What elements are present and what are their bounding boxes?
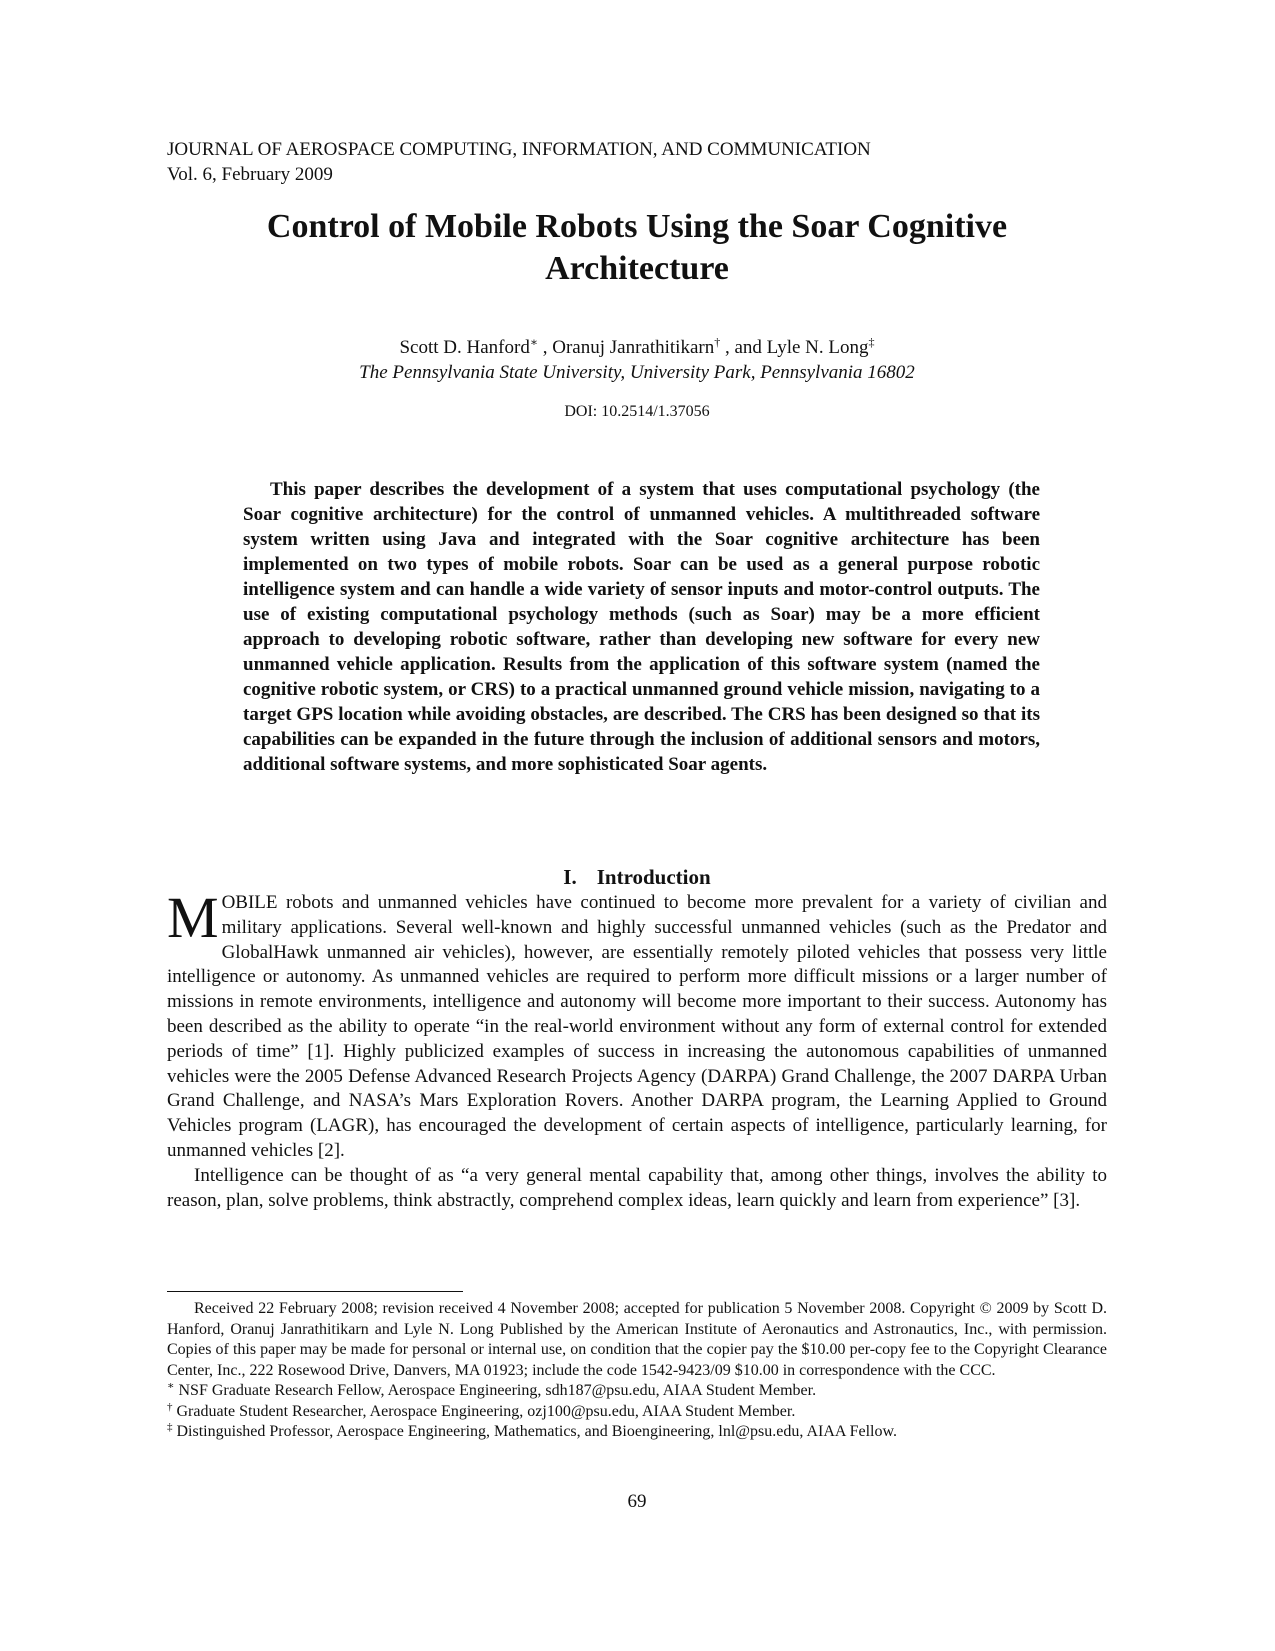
footnote-text: Graduate Student Researcher, Aerospace Engineering, ozj100@psu.edu, AIAA Student Member.: [172, 1402, 796, 1420]
paragraph-text: OBILE robots and unmanned vehicles have continued to become more prevalent for a variety of civilian and military applications. Several well-known and highly successful unmanned vehicles (such as the Predator and GlobalHawk unmanned air vehicles), however, are essentially remotely piloted vehicles that possess very little intelligence or autonomy. As unmanned vehicles are required to perform more difficult missions or a larger number of missions in remote environments, intelligence and autonomy will become more important to their success. Autonomy has been described as the ability to operate “in the real-world environment without any form of external control for extended periods of time” [1]. Highly publicized examples of success in increasing the autonomous capabilities of unmanned vehicles were the 2005 Defense Advanced Research Projects Agency (DARPA) Grand Challenge, the 2007 DARPA Urban Grand Challenge, and NASA’s Mars Exploration Rovers. Another DARPA program, the Learning Applied to Ground Vehicles program (LAGR), has encouraged the development of certain aspects of intelligence, particularly learning, for unmanned vehicles [2].: [167, 892, 1107, 1161]
section-number: I.: [563, 865, 577, 889]
author-name: Oranuj Janrathitikarn: [552, 337, 715, 358]
footnote-text: Distinguished Professor, Aerospace Engineering, Mathematics, and Bioengineering, lnl@psu.edu, AIAA Fellow.: [172, 1423, 897, 1440]
author-list: [167, 335, 1107, 360]
abstract: This paper describes the development of a system that uses computational psychology (the Soar cognitive architecture) for the control of unmanned vehicles. A multithreaded software system written using Java and integrated with the Soar cognitive architecture has been implemented on two types of mobile robots. Soar can be used as a general purpose robotic intelligence system and can handle a wide variety of sensor inputs and motor-control outputs. The use of existing computational psychology methods (such as Soar) may be a more efficient approach to developing robotic software, rather than developing new software for every new unmanned vehicle application. Results from the application of this software system (named the cognitive robotic system, or CRS) to a practical unmanned ground vehicle mission, navigating to a target GPS location while avoiding obstacles, are described. The CRS has been designed so that its capabilities can be expanded in the future through the inclusion of additional sensors and motors, additional software systems, and more sophisticated Soar agents.: [243, 479, 1040, 775]
body-text: [167, 885, 1107, 1213]
affiliation: The Pennsylvania State University, University Park, Pennsylvania 16802: [359, 362, 915, 383]
author-footnote-mark: †: [714, 335, 721, 349]
author-footnote-mark: ∗: [529, 335, 538, 349]
author-block: [167, 335, 1107, 385]
received-note: Received 22 February 2008; revision received 4 November 2008; accepted for publication 5 November 2008. Copyright © 2009 by Scott D. Hanford, Oranuj Janrathitikarn and Lyle N. Long Published by the American Institute of Aeronautics and Astronautics, Inc., with permission. Copies of this paper may be made for personal or internal use, on condition that the copier pay the $10.00 per-copy fee to the Copyright Clearance Center, Inc., 222 Rosewood Drive, Danvers, MA 01923; include the code 1542-9423/09 $10.00 in correspondence with the CCC.: [167, 1300, 1107, 1379]
journal-header: [167, 137, 871, 187]
footnotes: [167, 1299, 1107, 1443]
author-separator: , and: [720, 337, 767, 358]
doi: DOI: 10.2514/1.37056: [564, 403, 710, 420]
author-name: Lyle N. Long: [766, 337, 869, 358]
author-name: Scott D. Hanford: [399, 337, 530, 358]
paper-title-line2: Architecture: [545, 250, 729, 287]
section-heading: [167, 864, 1107, 890]
paragraph: [167, 885, 1107, 1164]
section-title: Introduction: [596, 865, 711, 889]
paragraph: Intelligence can be thought of as “a very general mental capability that, among other things, involves the ability to reason, plan, solve problems, think abstractly, comprehend complex ideas, learn quickly and learn from experience” [3].: [167, 1164, 1107, 1211]
footnote: [167, 1381, 1107, 1402]
journal-volume: Vol. 6, February 2009: [167, 164, 333, 185]
footnote-mark: †: [167, 1400, 173, 1413]
author-separator: ,: [537, 337, 553, 358]
journal-name: JOURNAL OF AEROSPACE COMPUTING, INFORMATION, AND COMMUNICATION: [167, 139, 871, 160]
footnote-mark: ∗: [167, 1380, 175, 1392]
paper-title: [167, 206, 1107, 290]
footnote-rule: [167, 1291, 463, 1292]
footnote-text: NSF Graduate Research Fellow, Aerospace Engineering, sdh187@psu.edu, AIAA Student Member.: [174, 1382, 817, 1399]
page-number: 69: [627, 1491, 647, 1512]
footnote: [167, 1422, 1107, 1443]
drop-cap: M: [167, 885, 219, 950]
footnote: [167, 1402, 1107, 1423]
paper-title-line1: Control of Mobile Robots Using the Soar Cognitive: [266, 208, 1008, 245]
author-footnote-mark: ‡: [868, 335, 875, 349]
footnote-mark: ‡: [167, 1421, 173, 1433]
